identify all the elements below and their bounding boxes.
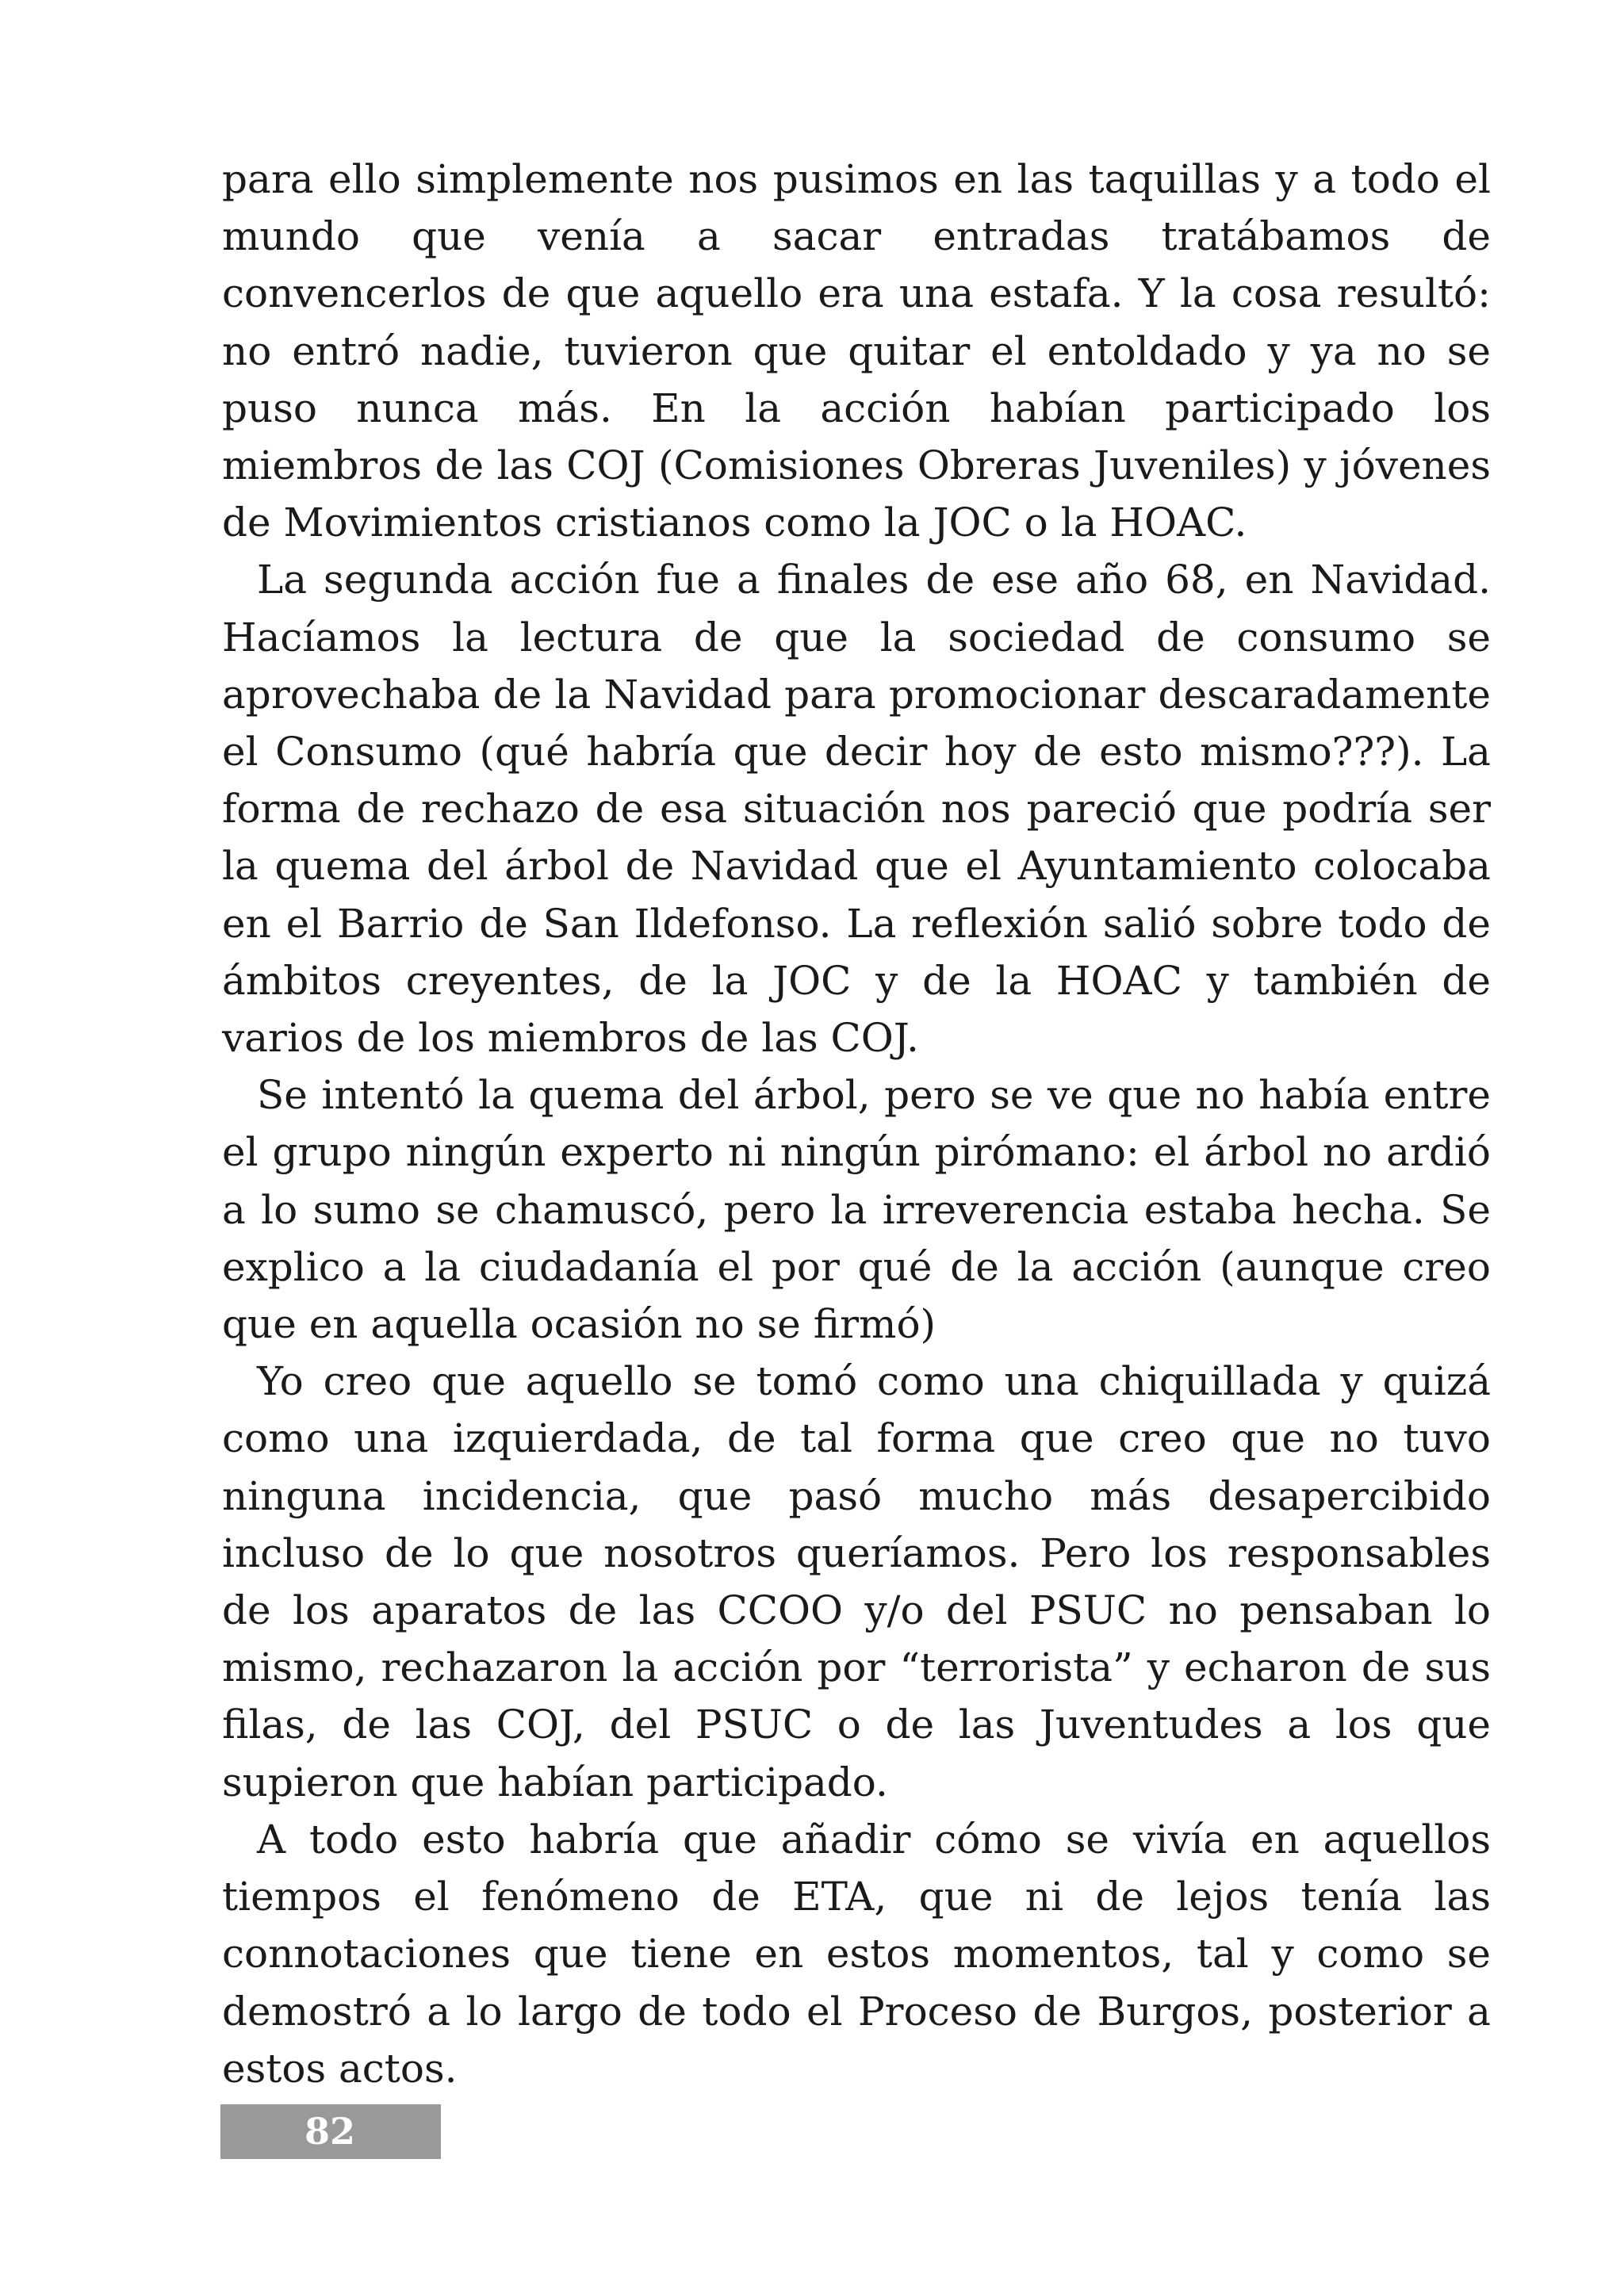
paragraph-2: La segunda acción fue a finales de ese año 68, en Navidad. Hacíamos la lectura de que la sociedad de consumo se aprovechaba de la Navidad para promocionar descaradamente el Consumo (qué habría que decir hoy de esto mismo???). La forma de rechazo de esa situación nos pareció que podría ser la quema del árbol de Navidad que el Ayuntamiento colocaba en el Barrio de San Ildefonso. La reflexión salió sobre todo de ámbitos creyentes, de la JOC y de la HOAC y también de varios de los miembros de las COJ.	[222, 557, 1491, 1062]
paragraph-3: Se intentó la quema del árbol, pero se ve que no había entre el grupo ningún experto ni ningún pirómano: el árbol no ardió a lo sumo se chamuscó, pero la irreverencia estaba hecha. Se explico a la ciudadanía el por qué de la acción (aunque creo que en aquella ocasión no se firmó)	[222, 1072, 1491, 1348]
paragraph-5: A todo esto habría que añadir cómo se vivía en aquellos tiempos el fenómeno de ETA, que ni de lejos tenía las connotaciones que tiene en estos momentos, tal y como se demostró a lo largo de todo el Proceso de Burgos, posterior a estos actos.	[222, 1816, 1491, 2092]
page-number: 82	[304, 2110, 355, 2153]
page-number-box	[220, 2104, 441, 2159]
paragraph-4: Yo creo que aquello se tomó como una chiquillada y quizá como una izquierdada, de tal forma que creo que no tuvo ninguna incidencia, que pasó mucho más desapercibido incluso de lo que nosotros queríamos. Pero los responsables de los aparatos de las CCOO y/o del PSUC no pensaban lo mismo, rechazaron la acción por “terrorista” y echaron de sus filas, de las COJ, del PSUC o de las Juventudes a los que supieron que habían participado.	[222, 1358, 1491, 1805]
body-text	[222, 151, 1491, 2097]
paragraph-1: para ello simplemente nos pusimos en las taquillas y a todo el mundo que venía a sacar entradas tratábamos de convencerlos de que aquello era una estafa. Y la cosa resultó: no entró nadie, tuvieron que quitar el entoldado y ya no se puso nunca más. En la acción habían participado los miembros de las COJ (Comisiones Obreras Juveniles) y jóvenes de Movimientos cristianos como la JOC o la HOAC.	[222, 156, 1491, 546]
